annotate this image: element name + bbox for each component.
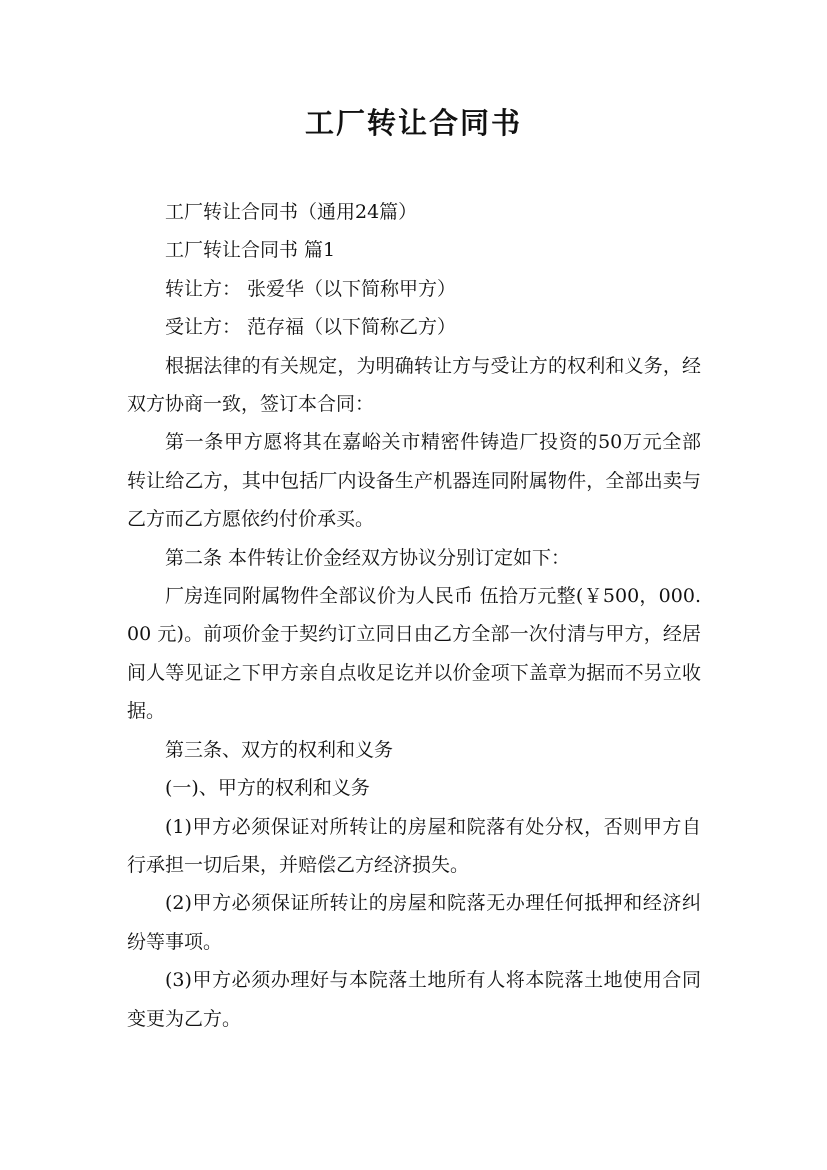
- paragraph-transferor: 转让方： 张爱华（以下简称甲方）: [165, 277, 457, 300]
- paragraph-price: 厂房连同附属物件全部议价为人民币 伍拾万元整(￥500，000.00 元)。前项价金于契约订立同日由乙方全部一次付清与甲方，经居间人等见证之下甲方亲自点收足讫并以价金项下盖章为据而不另立收据。: [127, 585, 701, 723]
- paragraph-article-2: 第二条 本件转让价金经双方协议分别订定如下：: [165, 546, 571, 569]
- paragraph-subtitle: 工厂转让合同书（通用24篇）: [165, 201, 418, 223]
- paragraph-article-1: 第一条甲方愿将其在嘉峪关市精密件铸造厂投资的50万元全部转让给乙方，其中包括厂内设备生产机器连同附属物件，全部出卖与乙方而乙方愿依约付价承买。: [127, 431, 701, 531]
- paragraph-item-3: (3)甲方必须办理好与本院落土地所有人将本院落土地使用合同变更为乙方。: [127, 969, 701, 1030]
- paragraph-section-heading: 工厂转让合同书 篇1: [165, 239, 336, 262]
- paragraph-transferee: 受让方： 范存福（以下简称乙方）: [165, 316, 457, 339]
- document-body: [127, 193, 701, 1038]
- paragraph-party-a-rights: (一)、甲方的权利和义务: [165, 777, 370, 800]
- paragraph-item-1: (1)甲方必须保证对所转让的房屋和院落有处分权，否则甲方自行承担一切后果，并赔偿乙方经济损失。: [127, 815, 701, 876]
- paragraph-preamble: 根据法律的有关规定，为明确转让方与受让方的权利和义务，经双方协商一致，签订本合同：: [127, 354, 701, 416]
- document-title: 工厂转让合同书: [304, 106, 522, 140]
- paragraph-article-3: 第三条、双方的权利和义务: [165, 738, 394, 761]
- paragraph-item-2: (2)甲方必须保证所转让的房屋和院落无办理任何抵押和经济纠纷等事项。: [127, 892, 701, 953]
